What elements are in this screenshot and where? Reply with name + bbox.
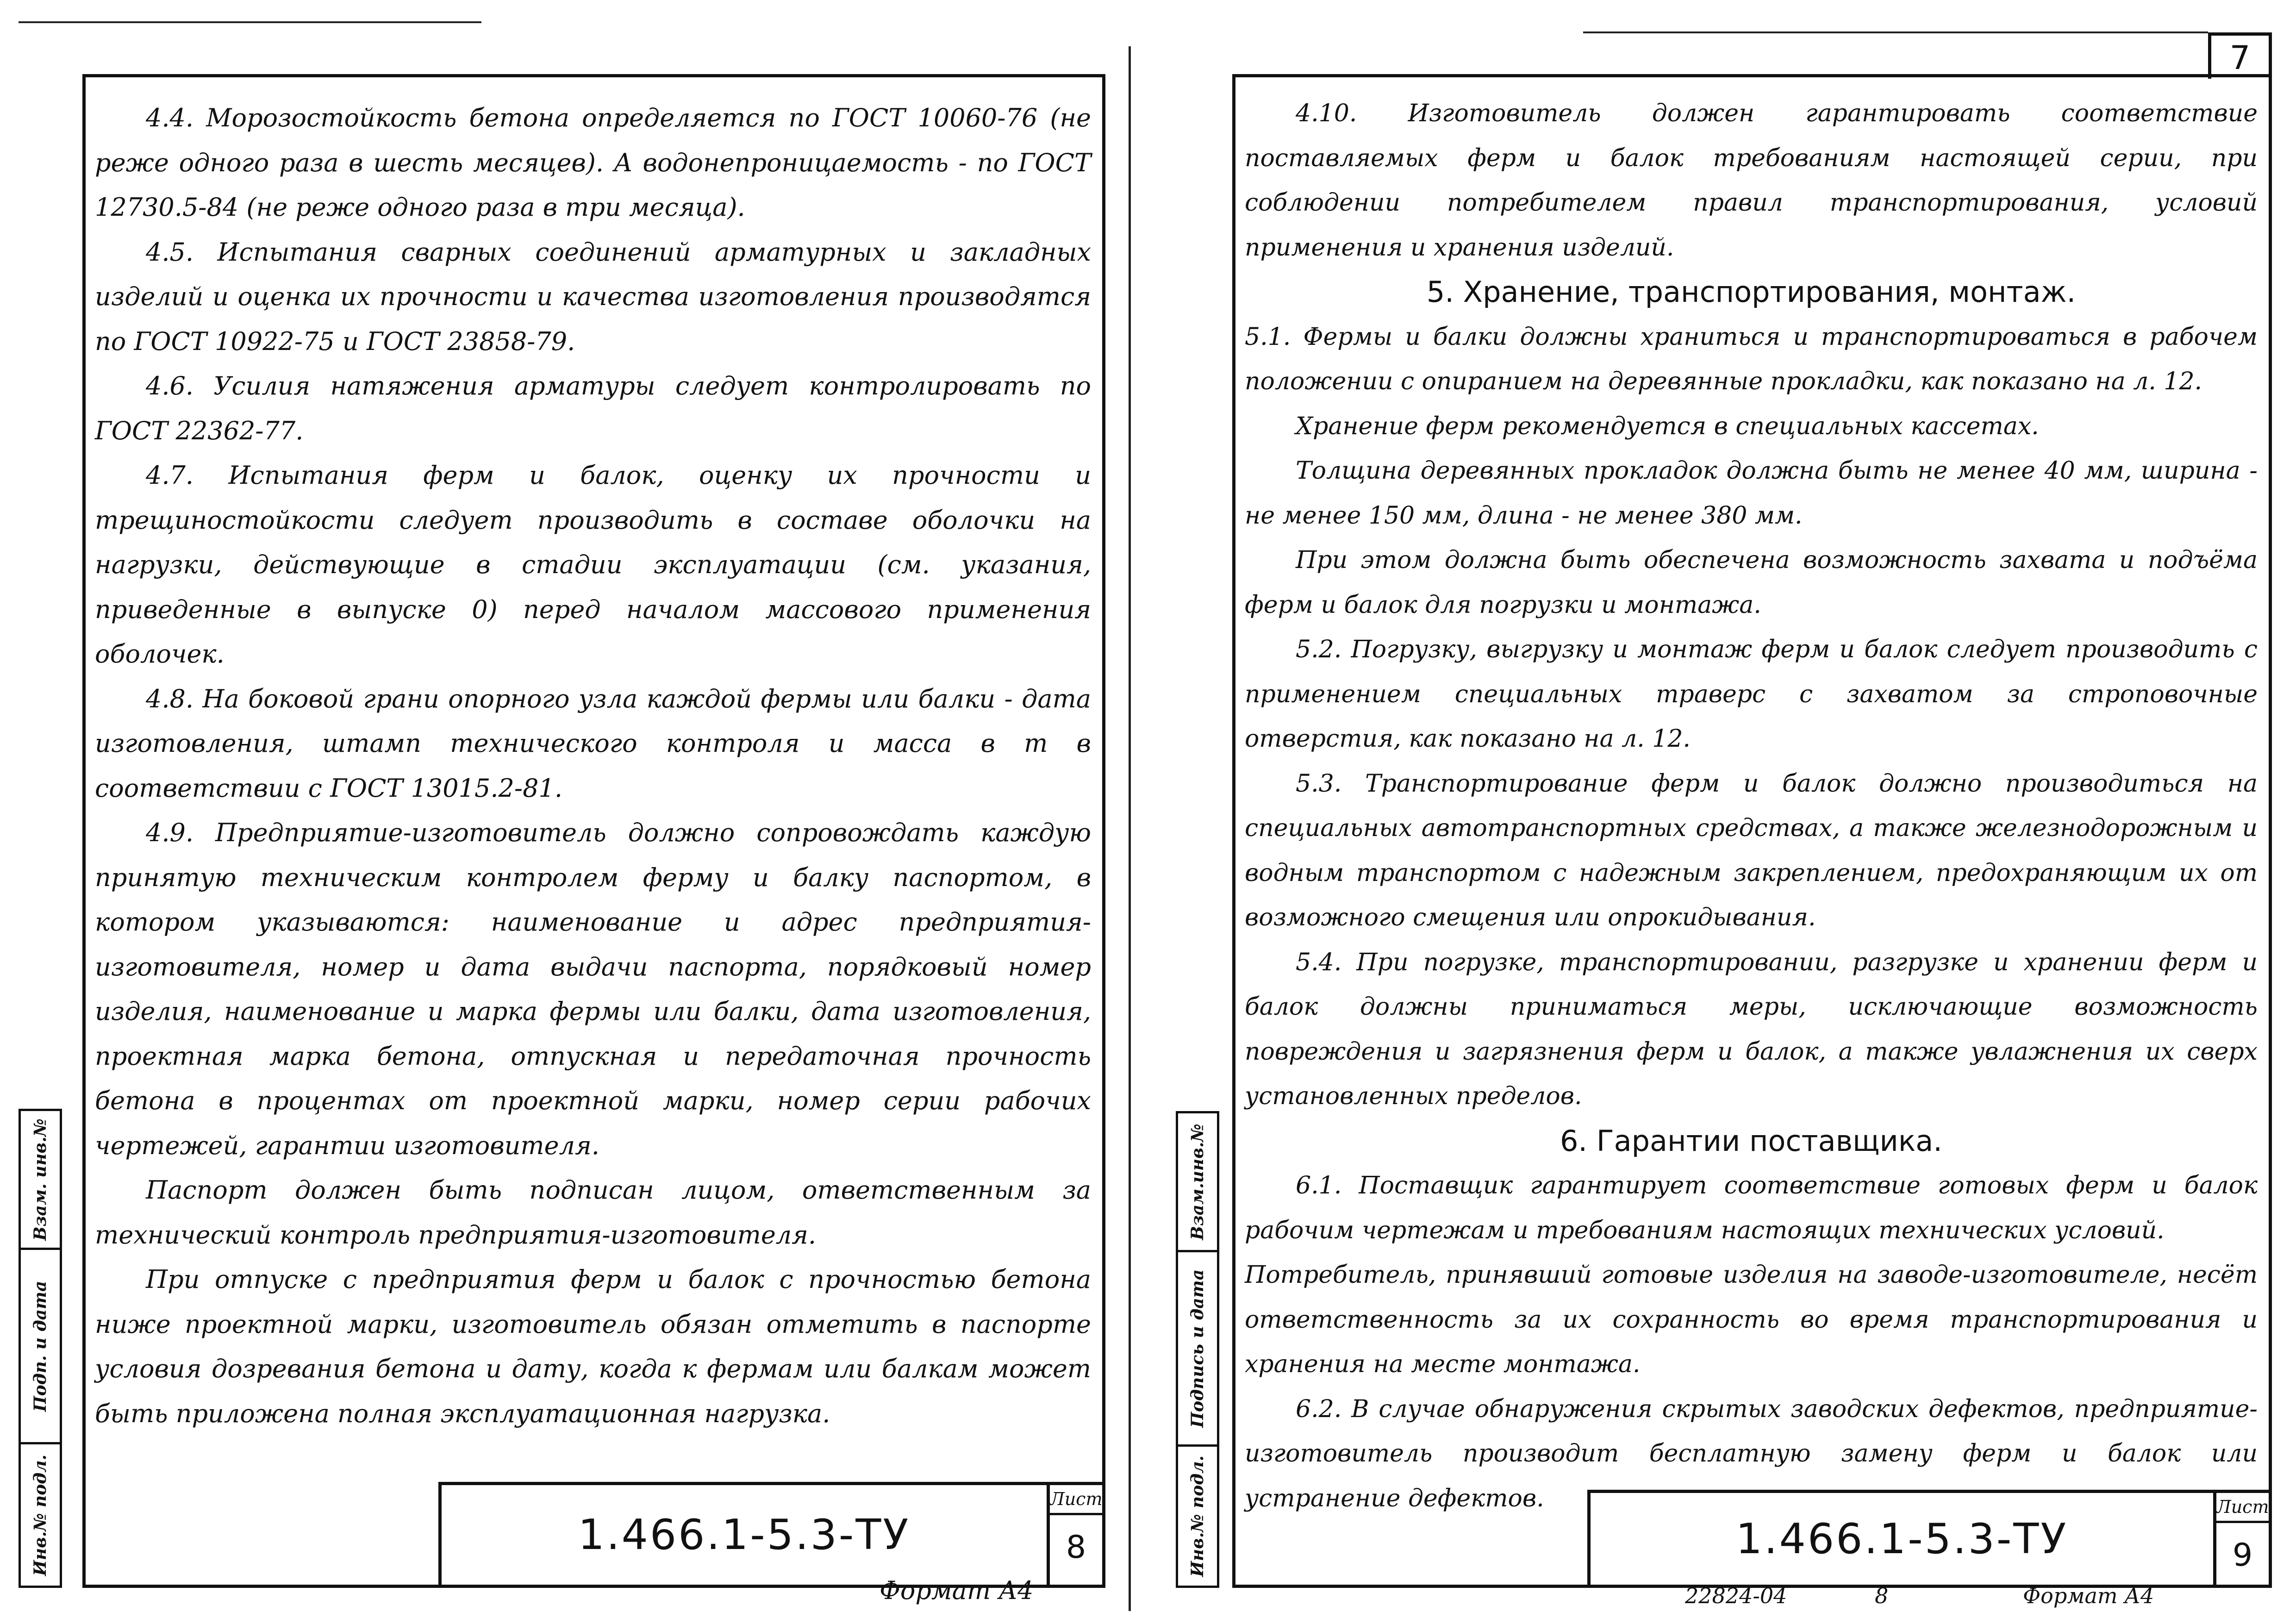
right-footer-mark: 8	[1875, 1583, 1889, 1608]
right-sheet-label: Лист	[2216, 1493, 2269, 1523]
left-sheet-label: Лист	[1050, 1485, 1102, 1515]
left-side-stamp	[19, 1109, 62, 1588]
paragraph-4-8: 4.8. На боковой грани опорного узла каждой фермы или балки - дата изготовления, штамп технического контроля и масса в т в соответствии с ГОСТ 13015.2-81.	[95, 684, 1091, 803]
right-stamp-replacement: Взам.инв.№	[1178, 1113, 1217, 1252]
paragraph-4-9: 4.9. Предприятие-изготовитель должно сопровождать каждую принятую техническим контролем ферму и балку паспортом, в котором указываются: наименование и адрес предприятия-изготовителя, номер и дата выдачи паспорта, порядковый номер изделия, наименование и марка фермы или балки, дата изготовления, проектная марка бетона, отпускная и передаточная прочность бетона в процентах от проектной марки, номер серии рабочих чертежей, гарантии изготовителя.	[95, 818, 1091, 1160]
heading-6: 6. Гарантии поставщика.	[1560, 1124, 1942, 1158]
paragraph-4-4: 4.4. Морозостойкость бетона определяется по ГОСТ 10060-76 (не реже одного раза в шесть месяцев). А водонепроницаемость - по ГОСТ 12730.5-84 (не реже одного раза в три месяца).	[95, 103, 1091, 222]
left-page	[82, 74, 1105, 1588]
left-title-block	[438, 1482, 1102, 1585]
right-doc-code: 1.466.1-5.3-ТУ	[1735, 1514, 2068, 1563]
paragraph-6-1: 6.1. Поставщик гарантирует соответствие готовых ферм и балок рабочим чертежам и требованиям настоящих технических условий.	[1245, 1172, 2258, 1244]
right-page	[1232, 74, 2272, 1588]
heading-5: 5. Хранение, транспортирования, монтаж.	[1426, 275, 2076, 309]
paragraph-4-5: 4.5. Испытания сварных соединений арматурных и закладных изделий и оценка их прочности и качества изготовления производятся по ГОСТ 10922-75 и ГОСТ 23858-79.	[95, 237, 1091, 356]
right-title-block	[1587, 1490, 2269, 1585]
paragraph-5-1b: Хранение ферм рекомендуется в специальных кассетах.	[1296, 412, 2039, 440]
left-stamp-replacement: Взам. инв.№	[21, 1111, 60, 1250]
paragraph-6-2: 6.2. В случае обнаружения скрытых заводских дефектов, предприятие-изготовитель производит бесплатную замену ферм и балок или устранение дефектов.	[1245, 1395, 2258, 1512]
paragraph-release: При отпуске с предприятия ферм и балок с прочностью бетона ниже проектной марки, изготовитель обязан отметить в паспорте условия дозревания бетона и дату, когда к фермам или балкам может быть приложена полная эксплуатационная нагрузка.	[95, 1265, 1091, 1428]
paragraph-passport: Паспорт должен быть подписан лицом, ответственным за технический контроль предприятия-изготовителя.	[95, 1175, 1091, 1249]
right-sheet-cell	[2213, 1493, 2269, 1585]
right-footer-order: 22824-04	[1685, 1583, 1787, 1608]
left-stamp-signature: Подп. и дата	[21, 1250, 60, 1444]
top-rule-left	[19, 21, 481, 23]
paragraph-5-1c: Толщина деревянных прокладок должна быть не менее 40 мм, ширина - не менее 150 мм, длина - не менее 380 мм.	[1245, 457, 2258, 530]
right-stamp-signature: Подпись и дата	[1178, 1252, 1217, 1447]
left-sheet-cell	[1047, 1485, 1102, 1585]
right-footer-format: Формат А4	[2023, 1583, 2154, 1608]
right-stamp-inventory: Инв.№ подл.	[1188, 1455, 1207, 1577]
paragraph-4-10: 4.10. Изготовитель должен гарантировать соответствие поставляемых ферм и балок требованиям настоящей серии, при соблюдении потребителем правил транспортирования, условий применения и хранения изделий.	[1245, 100, 2258, 262]
paragraph-5-2: 5.2. Погрузку, выгрузку и монтаж ферм и балок следует производить с применением специальных траверс с захватом за строповочные отверстия, как показано на л. 12.	[1245, 636, 2258, 753]
right-sheet-number: 9	[2232, 1537, 2253, 1574]
right-corner-number: 7	[2208, 32, 2272, 79]
left-sheet-number: 8	[1066, 1529, 1086, 1566]
paragraph-4-6: 4.6. Усилия натяжения арматуры следует контролировать по ГОСТ 22362-77.	[95, 371, 1091, 445]
paragraph-5-4: 5.4. При погрузке, транспортировании, разгрузке и хранении ферм и балок должны приниматься меры, исключающие возможность повреждения и загрязнения ферм и балок, а также увлажнения их сверх установленных пределов.	[1245, 948, 2258, 1110]
right-page-body	[1245, 91, 2258, 1521]
paragraph-6-1b: Потребитель, принявший готовые изделия на заводе-изготовителе, несёт ответственность за их сохранность во время транспортирования и хранения на месте монтажа.	[1245, 1261, 2258, 1378]
paragraph-5-1: 5.1. Фермы и балки должны храниться и транспортироваться в рабочем положении с опиранием на деревянные прокладки, как показано на л. 12.	[1245, 323, 2258, 395]
paragraph-5-3: 5.3. Транспортирование ферм и балок должно производиться на специальных автотранспортных средствах, а также железнодорожным и водным транспортом с надежным закреплением, предохраняющим их от возможного смещения или опрокидывания.	[1245, 769, 2258, 931]
paragraph-4-7: 4.7. Испытания ферм и балок, оценку их прочности и трещиностойкости следует производить в составе оболочки на нагрузки, действующие в стадии эксплуатации (см. указания, приведенные в выпуске 0) перед началом массового применения оболочек.	[95, 461, 1091, 668]
paragraph-5-1d: При этом должна быть обеспечена возможность захвата и подъёма ферм и балок для погрузки и монтажа.	[1245, 546, 2258, 619]
left-page-body	[95, 96, 1091, 1436]
center-fold-line	[1129, 46, 1131, 1611]
left-doc-code: 1.466.1-5.3-ТУ	[578, 1511, 911, 1559]
left-format-label: Формат А4	[880, 1576, 1034, 1605]
right-side-stamp	[1176, 1111, 1219, 1588]
left-stamp-inventory: Инв.№ подл.	[31, 1454, 50, 1576]
top-rule-right	[1583, 31, 2208, 33]
